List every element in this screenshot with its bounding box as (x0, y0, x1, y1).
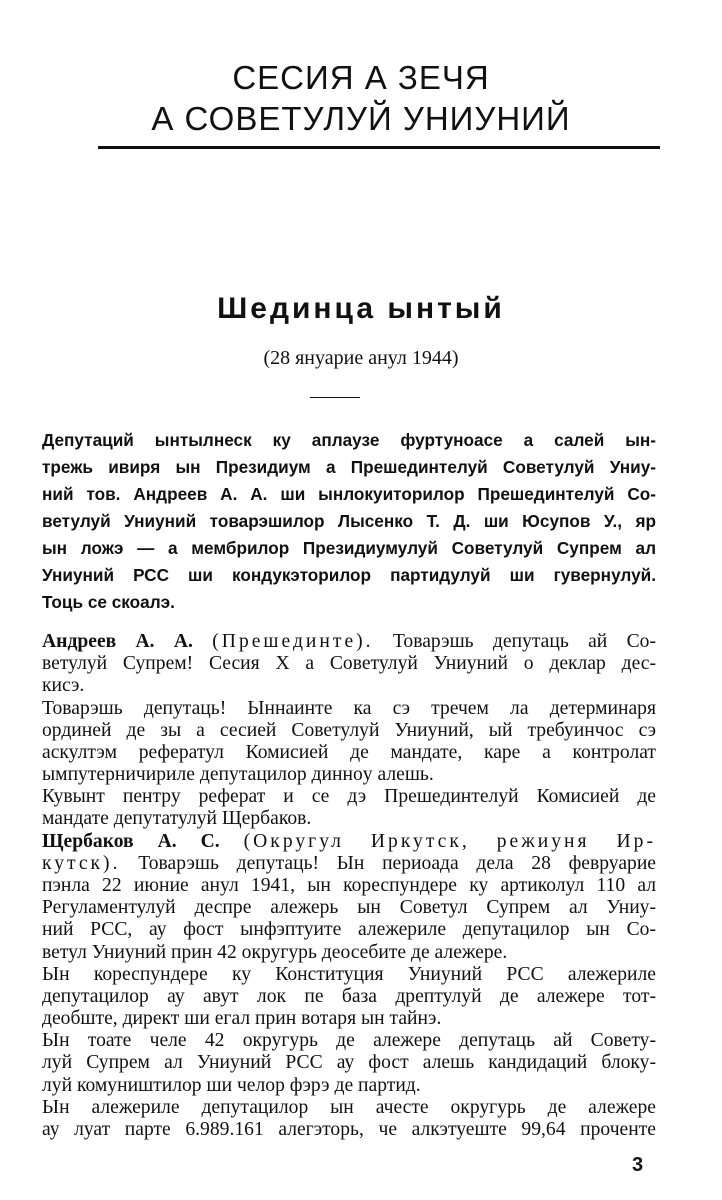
text-fragment: Товарэшь депутаць ай Со- (392, 631, 656, 652)
text-line: мандате депутатулуй Щербаков. (42, 808, 312, 829)
text-line (42, 830, 656, 854)
text-line: ветулуй Супрем! Сесия Х а Советулуй Униуний о деклар дес- (42, 653, 656, 674)
header-title-line2: А СОВЕТУЛУЙ УНИУНИЙ (151, 100, 571, 137)
speaker-role: кутск). (42, 853, 121, 874)
section-title: Шединца ынтый (217, 292, 505, 325)
text-line: аскултэм рефератул Комисией де мандате, каре а контролат (42, 742, 656, 763)
text-line: Ын алежериле депутацилор ын ачесте округурь де алежере (42, 1097, 656, 1118)
text-line: ординей де зы а сесией Советулуй Униуний, ый требуинчос сэ (42, 720, 656, 741)
text-line: ний РСС, ау фост ынфэптуите алежериле депутацилор ын Со- (42, 919, 656, 940)
text-line: ветул Униуний прин 42 округурь деосебите де алежере. (42, 942, 508, 963)
text-line: луй Супрем ал Униуний РСС ау фост алешь кандидаций блоку- (42, 1052, 656, 1073)
text-line: Товарэшь депутаць! Ыннаинте ка сэ тречем ла детерминаря (42, 698, 656, 719)
section-divider (310, 397, 360, 398)
text-line: ын ложэ — а мембрилор Президиумулуй Советулуй Супрем ал (42, 538, 656, 558)
speaker-role: (Округул Иркутск, режиуня Ир- (243, 831, 656, 852)
text-line: Тоць се скоалэ. (42, 592, 175, 612)
header-rule (98, 146, 660, 149)
text-line (42, 630, 656, 654)
text-line: пэнла 22 июние анул 1941, ын кореспундере ку артиколул 110 ал (42, 875, 656, 896)
text-line: Ын тоате челе 42 округурь де алежере депутаць ай Совету- (42, 1030, 656, 1051)
text-line: ау луат парте 6.989.161 алегэторь, че алкэтуеште 99,64 проченте (42, 1119, 656, 1140)
page-number: 3 (632, 1154, 644, 1176)
text-line (42, 852, 656, 876)
text-line: луй комуништилор ши челор фэрэ де партид. (42, 1075, 421, 1096)
text-line: Ын кореспундере ку Конституция Униуний РСС алежериле (42, 964, 656, 985)
text-line: ымпутерничириле депутацилор диннoу алешь. (42, 764, 434, 785)
text-line: деобште, директ ши егал прин вотаря ын тайнэ. (42, 1008, 442, 1029)
text-line: депутацилор ау авут лок пе база дрептулуй де алежере тот- (42, 986, 656, 1007)
text-line: кисэ. (42, 675, 85, 696)
text-line: ний тов. Андреев А. А. ши ынлокуиторилор Прешединтелуй Со- (42, 484, 656, 504)
text-line: Кувынт пентру реферат и се дэ Прешединтелуй Комисией де (42, 786, 656, 807)
section-date: (28 януарие анул 1944) (263, 347, 459, 369)
text-line: Униуний РСС ши кондукэторилор партидулуй ши гувернулуй. (42, 565, 656, 585)
text-fragment: Товарэшь депутаць! Ын периоада дела 28 февруарие (138, 853, 656, 874)
text-line: ветулуй Униуний товарэшилор Лысенко Т. Д. ши Юсупов У., яр (42, 511, 656, 531)
speaker-name: Щербаков А. С. (42, 831, 220, 852)
text-line: Депутаций ынтылнеск ку аплаузе фуртуноасе а салей ын- (42, 430, 656, 450)
text-line: трежь ивиря ын Президиум а Прешединтелуй Советулуй Униу- (42, 457, 656, 477)
header-title-line1: СЕСИЯ А ЗЕЧЯ (232, 59, 490, 96)
speaker-role: (Прешединте). (212, 631, 374, 652)
text-line: Регуламентулуй деспре алежерь ын Советул Супрем ал Униу- (42, 897, 656, 918)
speaker-name: Андреев А. А. (42, 631, 193, 652)
